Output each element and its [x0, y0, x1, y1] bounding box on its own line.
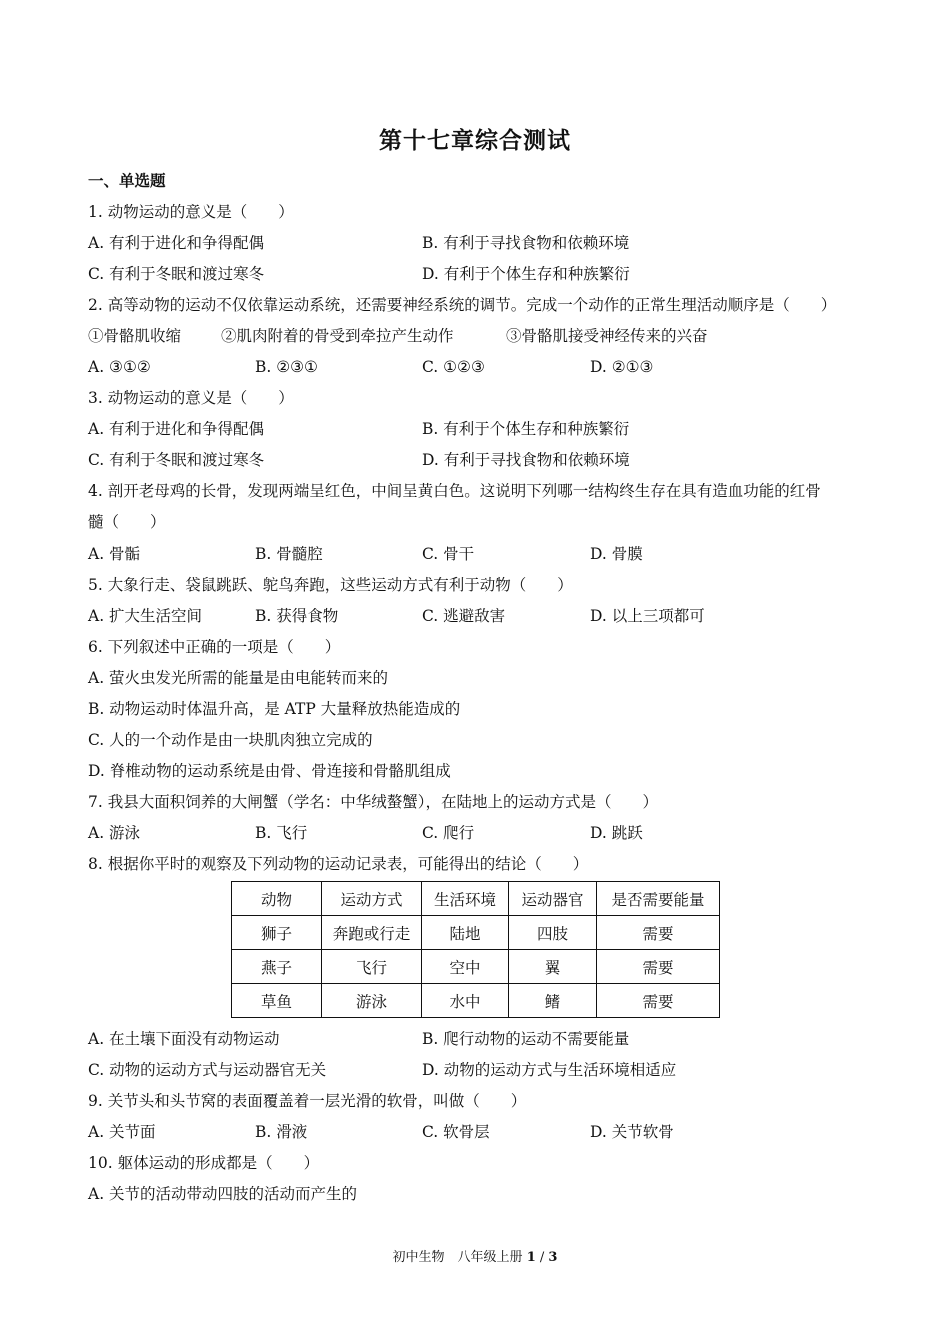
table-cell: 需要: [597, 984, 720, 1018]
statement-item: ①骨骼肌收缩: [88, 327, 182, 345]
option-a: A. 扩大生活空间: [88, 607, 203, 625]
option-b: B. 飞行: [255, 824, 308, 842]
option-d: D. 关节软骨: [590, 1123, 674, 1141]
table-header-cell: 是否需要能量: [597, 882, 720, 916]
table-cell: 陆地: [422, 916, 509, 950]
option-a: A. 关节面: [88, 1123, 156, 1141]
question-stem: 4. 剖开老母鸡的长骨，发现两端呈红色，中间呈黄白色。这说明下列哪一结构终生存在具有造血功能的红骨: [88, 482, 821, 500]
question-stem: 7. 我县大面积饲养的大闸蟹（学名：中华绒螯蟹），在陆地上的运动方式是（ ）: [88, 793, 658, 811]
option-b: B. 爬行动物的运动不需要能量: [422, 1030, 630, 1048]
option-a: A. 关节的活动带动四肢的活动而产生的: [88, 1185, 358, 1203]
table-cell: 翼: [509, 950, 597, 984]
option-b: B. 获得食物: [255, 607, 339, 625]
table-cell: 鳍: [509, 984, 597, 1018]
option-b: B. 骨髓腔: [255, 545, 323, 563]
option-b: B. 动物运动时体温升高，是 ATP 大量释放热能造成的: [88, 700, 461, 718]
question-stem: 9. 关节头和头节窝的表面覆盖着一层光滑的软骨，叫做（ ）: [88, 1092, 527, 1110]
option-d: D. 跳跃: [590, 824, 643, 842]
option-a: A. 游泳: [88, 824, 141, 842]
table-cell: 需要: [597, 916, 720, 950]
question-stem: 6. 下列叙述中正确的一项是（ ）: [88, 638, 341, 656]
table-cell: 四肢: [509, 916, 597, 950]
table-header-cell: 运动方式: [322, 882, 422, 916]
table-cell: 狮子: [232, 916, 322, 950]
question-stem: 3. 动物运动的意义是（ ）: [88, 389, 294, 407]
statement-item: ③骨骼肌接受神经传来的兴奋: [506, 327, 708, 345]
animal-movement-table: [231, 881, 720, 1018]
option-a: A. 萤火虫发光所需的能量是由电能转而来的: [88, 669, 389, 687]
table-cell: 草鱼: [232, 984, 322, 1018]
option-d: D. 骨膜: [590, 545, 643, 563]
option-c: C. 骨干: [422, 545, 475, 563]
table-row: [232, 984, 720, 1018]
option-a: A. 骨骺: [88, 545, 141, 563]
footer-subject: 初中生物 八年级上册: [392, 1250, 523, 1265]
question-stem: 8. 根据你平时的观察及下列动物的运动记录表，可能得出的结论（ ）: [88, 855, 589, 873]
table-cell: 游泳: [322, 984, 422, 1018]
table-cell: 飞行: [322, 950, 422, 984]
table-cell: 燕子: [232, 950, 322, 984]
option-d: D. 以上三项都可: [590, 607, 705, 625]
option-c: C. 逃避敌害: [422, 607, 506, 625]
page-title: 第十七章综合测试: [379, 127, 571, 154]
question-stem: 10. 躯体运动的形成都是（ ）: [88, 1154, 320, 1172]
table-cell: 空中: [422, 950, 509, 984]
option-c: C. 爬行: [422, 824, 475, 842]
option-c: C. 有利于冬眠和渡过寒冬: [88, 451, 265, 469]
option-b: B. 滑液: [255, 1123, 308, 1141]
option-d: D. 有利于个体生存和种族繁衍: [422, 265, 630, 283]
table-row: [232, 950, 720, 984]
option-d: D. 动物的运动方式与生活环境相适应: [422, 1061, 677, 1079]
statement-item: ②肌肉附着的骨受到牵拉产生动作: [221, 327, 454, 345]
section-heading: 一、单选题: [88, 171, 166, 190]
option-c: C. ①②③: [422, 358, 485, 376]
option-d: D. 有利于寻找食物和依赖环境: [422, 451, 630, 469]
option-b: B. ②③①: [255, 358, 318, 376]
option-c: C. 软骨层: [422, 1123, 490, 1141]
option-a: A. 在土壤下面没有动物运动: [88, 1030, 280, 1048]
option-c: C. 人的一个动作是由一块肌肉独立完成的: [88, 731, 373, 749]
table-header-row: [232, 882, 720, 916]
option-a: A. 有利于进化和争得配偶: [88, 420, 265, 438]
option-b: B. 有利于个体生存和种族繁衍: [422, 420, 630, 438]
footer-separator: /: [535, 1250, 549, 1265]
footer-page-number: 1: [526, 1250, 536, 1265]
question-stem: 1. 动物运动的意义是（ ）: [88, 203, 294, 221]
option-b: B. 有利于寻找食物和依赖环境: [422, 234, 630, 252]
question-stem: 2. 高等动物的运动不仅依靠运动系统，还需要神经系统的调节。完成一个动作的正常生理活动顺序是（ ）: [88, 296, 837, 314]
option-c: C. 动物的运动方式与运动器官无关: [88, 1061, 327, 1079]
option-d: D. ②①③: [590, 358, 654, 376]
table-header-cell: 动物: [232, 882, 322, 916]
table-header-cell: 运动器官: [509, 882, 597, 916]
table-cell: 水中: [422, 984, 509, 1018]
option-c: C. 有利于冬眠和渡过寒冬: [88, 265, 265, 283]
question-stem-continued: 髓（ ）: [88, 513, 166, 531]
table-cell: 奔跑或行走: [322, 916, 422, 950]
option-d: D. 脊椎动物的运动系统是由骨、骨连接和骨骼肌组成: [88, 762, 451, 780]
question-stem: 5. 大象行走、袋鼠跳跃、鸵鸟奔跑，这些运动方式有利于动物（ ）: [88, 576, 573, 594]
table-header-cell: 生活环境: [422, 882, 509, 916]
page-footer: [0, 1246, 950, 1265]
table-cell: 需要: [597, 950, 720, 984]
option-a: A. ③①②: [88, 358, 151, 376]
option-a: A. 有利于进化和争得配偶: [88, 234, 265, 252]
table-row: [232, 916, 720, 950]
footer-page-total: 3: [548, 1250, 558, 1265]
